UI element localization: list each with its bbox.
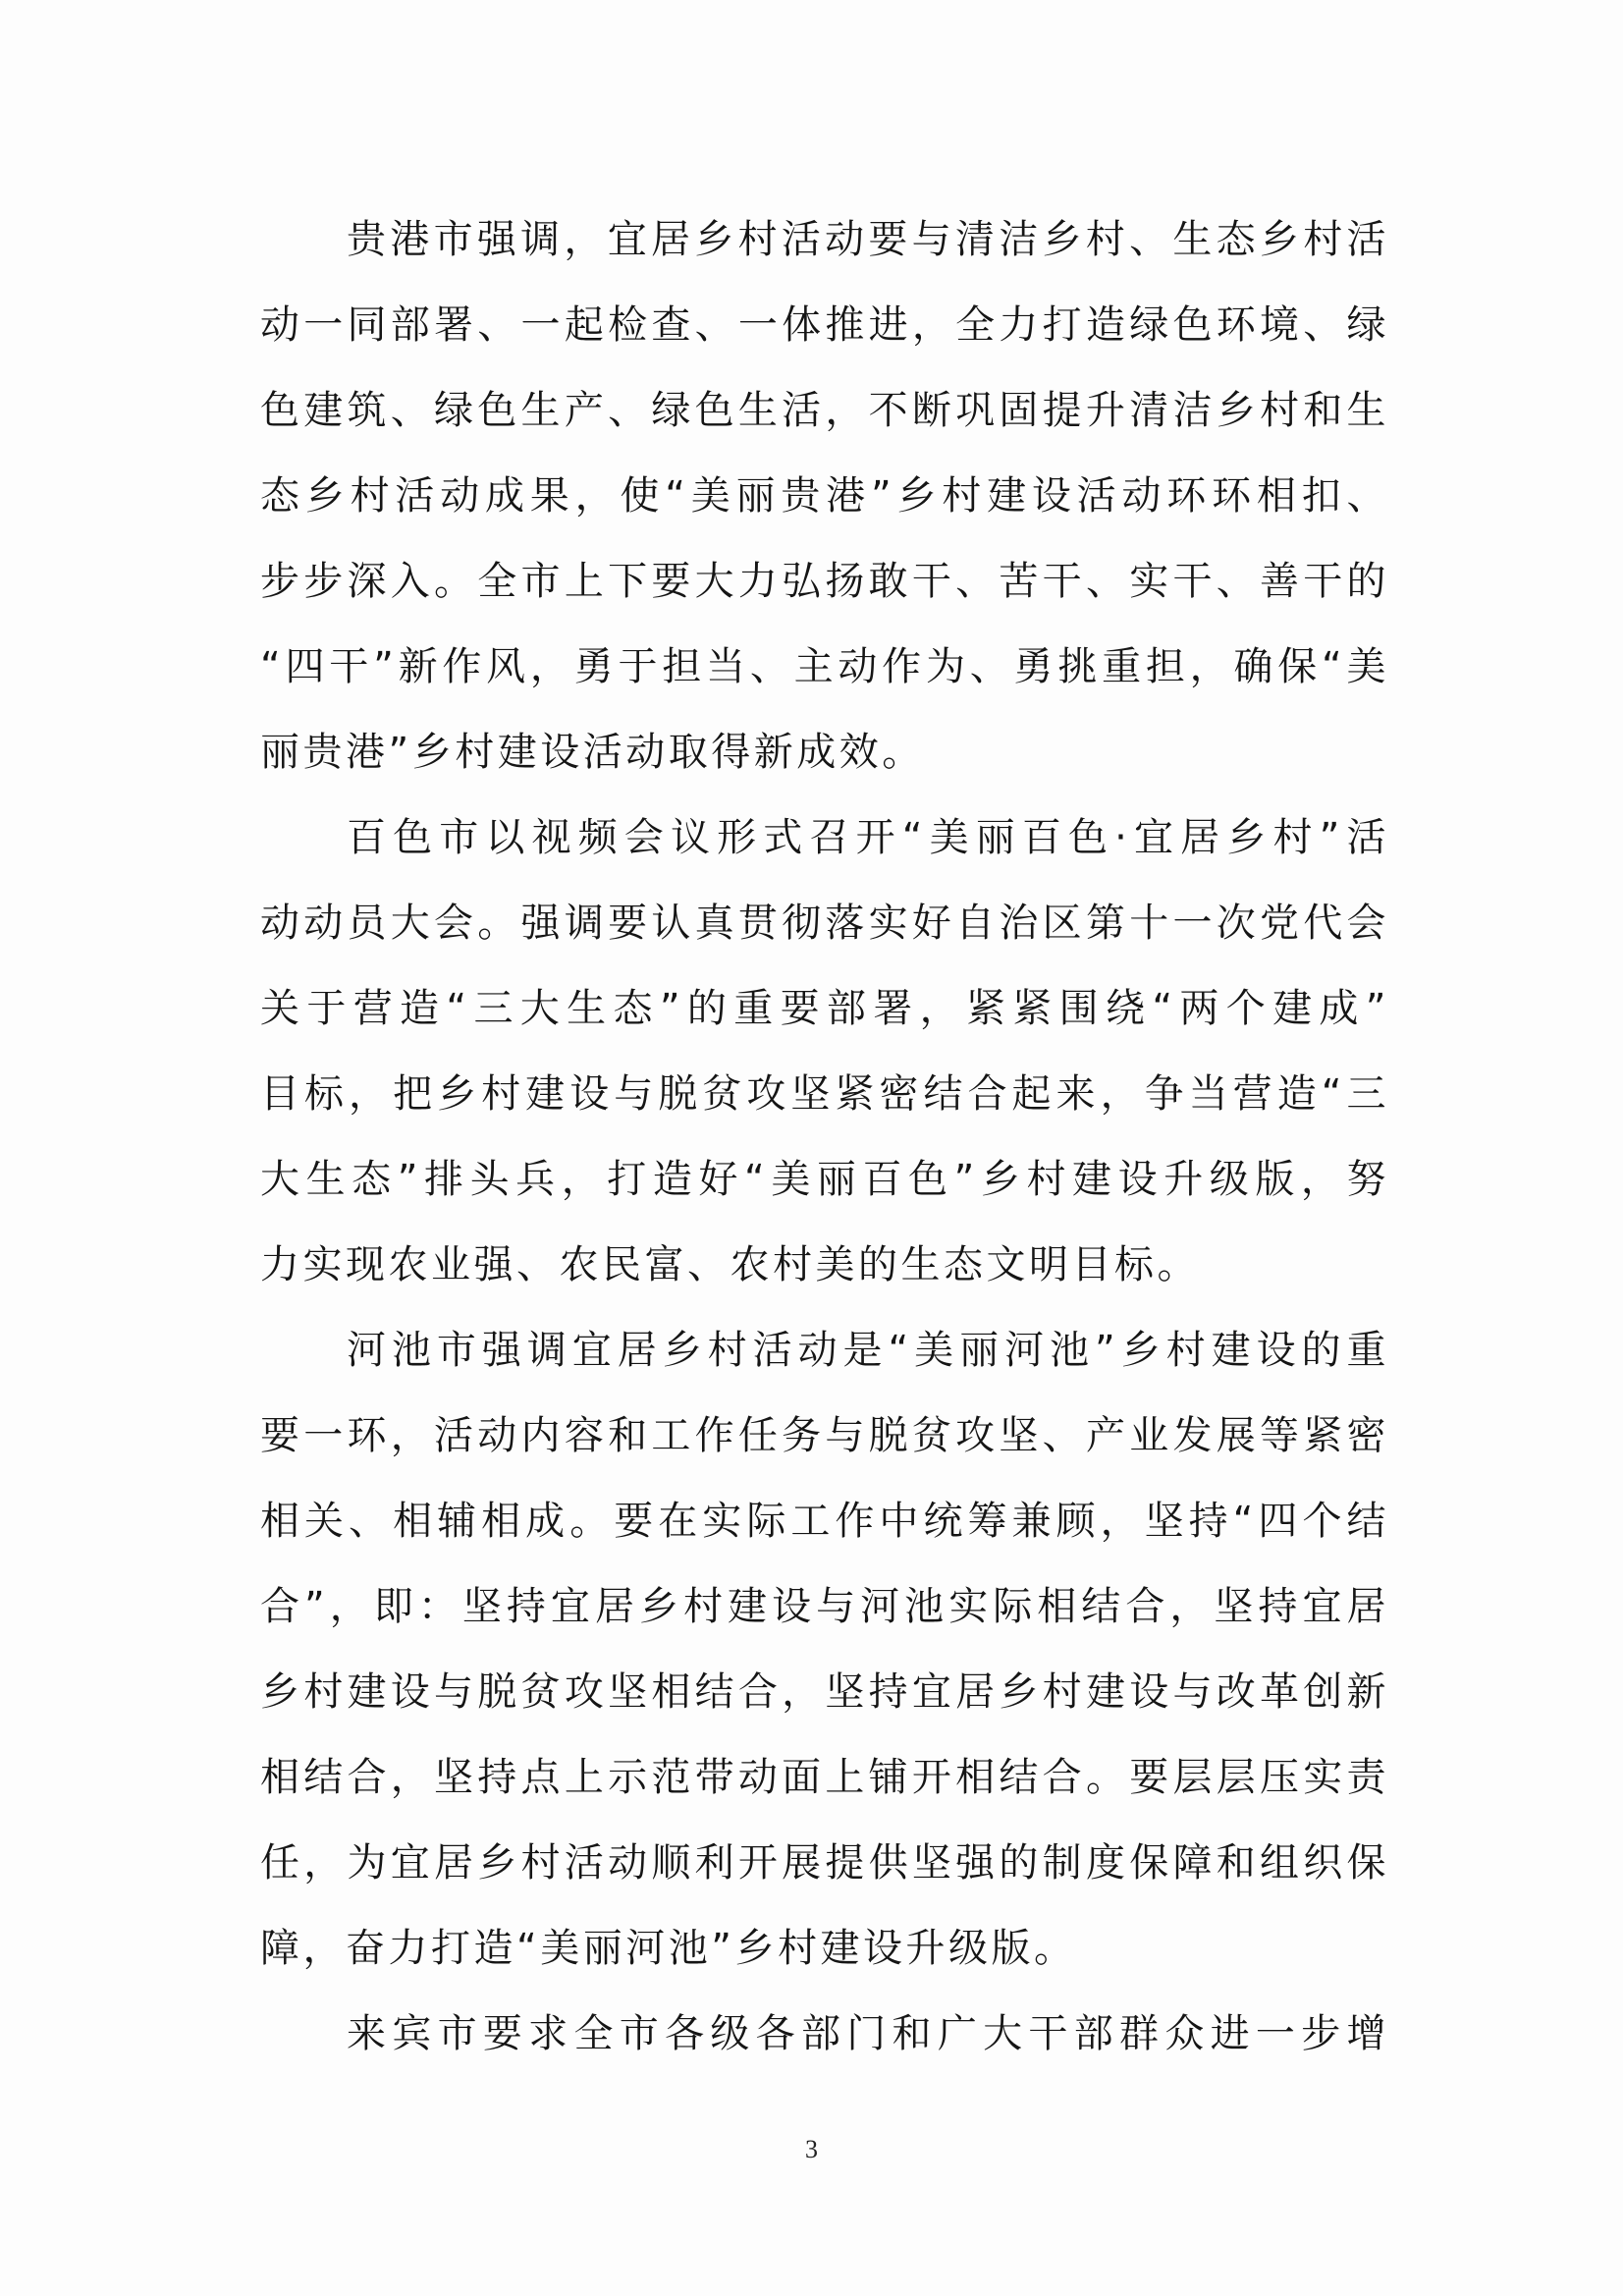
text-line: 关于营造“三大生态”的重要部署，紧紧围绕“两个建成” — [260, 986, 1389, 1031]
text-line: 力实现农业强、农民富、农村美的生态文明目标。 — [260, 1242, 1200, 1287]
text-line: 丽贵港”乡村建设活动取得新成效。 — [260, 730, 925, 775]
text-line: 来宾市要求全市各级各部门和广大干部群众进一步增 — [347, 2011, 1389, 2056]
text-line: 目标，把乡村建设与脱贫攻坚紧密结合起来，争当营造“三 — [260, 1071, 1389, 1117]
text-line: 合”，即：坚持宜居乡村建设与河池实际相结合，坚持宜居 — [260, 1584, 1389, 1629]
text-line: 任，为宜居乡村活动顺利开展提供坚强的制度保障和组织保 — [260, 1840, 1389, 1886]
paragraph-hechi — [260, 1308, 1389, 1992]
text-line: 要一环，活动内容和工作任务与脱贫攻坚、产业发展等紧密 — [260, 1413, 1389, 1458]
text-line: 相结合，坚持点上示范带动面上铺开相结合。要层层压实责 — [260, 1755, 1389, 1800]
text-line: 动动员大会。强调要认真贯彻落实好自治区第十一次党代会 — [260, 901, 1389, 946]
paragraph-baise — [260, 795, 1389, 1308]
paragraph-laibin — [260, 1992, 1389, 2077]
text-line: 障，奋力打造“美丽河池”乡村建设升级版。 — [260, 1926, 1077, 1971]
paragraph-guigang — [260, 197, 1389, 795]
text-line: 百色市以视频会议形式召开“美丽百色·宜居乡村”活 — [347, 815, 1389, 860]
text-line: 乡村建设与脱贫攻坚相结合，坚持宜居乡村建设与改革创新 — [260, 1669, 1389, 1715]
text-line: 动一同部署、一起检查、一体推进，全力打造绿色环境、绿 — [260, 302, 1389, 348]
text-line: 贵港市强调，宜居乡村活动要与清洁乡村、生态乡村活 — [347, 217, 1389, 262]
text-line: 步步深入。全市上下要大力弘扬敢干、苦干、实干、善干的 — [260, 559, 1389, 604]
text-line: 色建筑、绿色生产、绿色生活，不断巩固提升清洁乡村和生 — [260, 388, 1389, 433]
text-line: 相关、相辅相成。要在实际工作中统筹兼顾，坚持“四个结 — [260, 1499, 1389, 1544]
text-line: “四干”新作风，勇于担当、主动作为、勇挑重担，确保“美 — [260, 644, 1389, 689]
text-line: 河池市强调宜居乡村活动是“美丽河池”乡村建设的重 — [347, 1328, 1389, 1373]
text-line: 态乡村活动成果，使“美丽贵港”乡村建设活动环环相扣、 — [260, 473, 1389, 519]
body-text — [260, 197, 1389, 2077]
text-line: 大生态”排头兵，打造好“美丽百色”乡村建设升级版，努 — [260, 1157, 1389, 1202]
page-number: 3 — [805, 2135, 818, 2163]
